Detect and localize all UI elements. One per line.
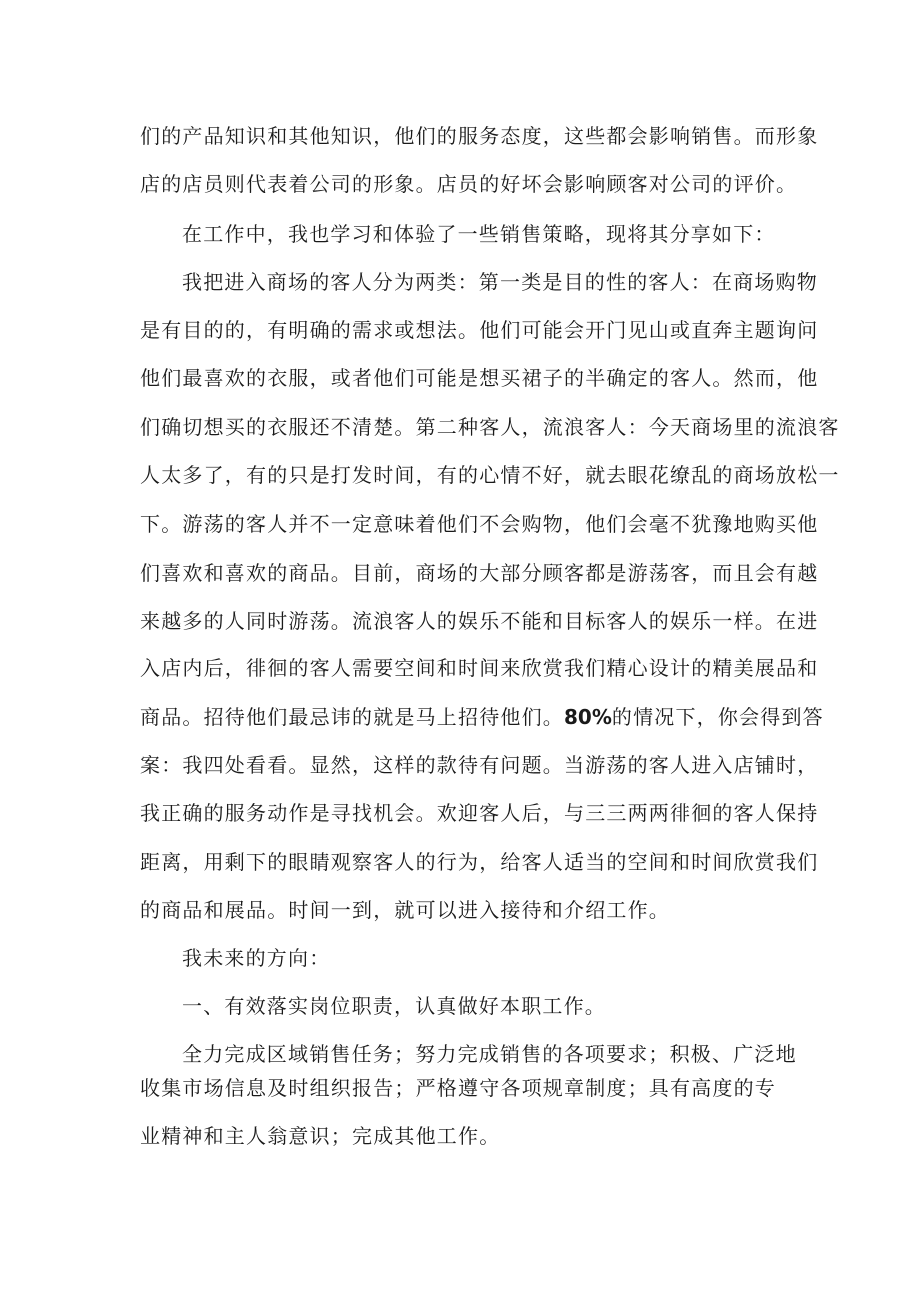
section-heading: 一、有效落实岗位职责，认真做好本职工作。	[182, 994, 606, 1018]
percent-value: 80%	[564, 705, 612, 729]
paragraph-line: 们喜欢和喜欢的商品。目前，商场的大部分顾客都是游荡客，而且会有越	[140, 561, 819, 585]
paragraph-line: 的商品和展品。时间一到，就可以进入接待和介绍工作。	[140, 898, 670, 922]
paragraph-line: 是有目的的，有明确的需求或想法。他们可能会开门见山或直奔主题询问	[140, 318, 819, 342]
paragraph-line: 入店内后，徘徊的客人需要空间和时间来欣赏我们精心设计的精美展品和	[140, 656, 819, 680]
paragraph-line: 我把进入商场的客人分为两类：第一类是目的性的客人：在商场购物	[182, 270, 818, 294]
paragraph-line: 们确切想买的衣服还不清楚。第二种客人，流浪客人：今天商场里的流浪客	[140, 415, 840, 439]
paragraph-line: 距离，用剩下的眼睛观察客人的行为，给客人适当的空间和时间欣赏我们	[140, 850, 819, 874]
paragraph-line: 我正确的服务动作是寻找机会。欢迎客人后，与三三两两徘徊的客人保持	[140, 801, 819, 825]
paragraph-line	[140, 705, 824, 729]
paragraph-line: 来越多的人同时游荡。流浪客人的娱乐不能和目标客人的娱乐一样。在进	[140, 609, 819, 633]
paragraph-line: 收集市场信息及时组织报告；严格遵守各项规章制度；具有高度的专	[140, 1076, 776, 1100]
paragraph-line: 店的店员则代表着公司的形象。店员的好坏会影响顾客对公司的评价。	[140, 172, 798, 196]
paragraph-line: 案：我四处看看。显然，这样的款待有问题。当游荡的客人进入店铺时，	[140, 753, 819, 777]
paragraph-text: 的情况下，你会得到答	[611, 705, 824, 729]
paragraph-line: 业精神和主人翁意识；完成其他工作。	[140, 1124, 501, 1148]
paragraph-line: 下。游荡的客人并不一定意味着他们不会购物，他们会毫不犹豫地购买他	[140, 512, 819, 536]
paragraph-line: 他们最喜欢的衣服，或者他们可能是想买裙子的半确定的客人。然而，他	[140, 366, 819, 390]
paragraph-line: 们的产品知识和其他知识，他们的服务态度，这些都会影响销售。而形象	[140, 124, 819, 148]
section-heading: 我未来的方向：	[182, 946, 331, 970]
paragraph-line: 全力完成区域销售任务；努力完成销售的各项要求；积极、广泛地	[182, 1042, 797, 1066]
paragraph-line: 在工作中，我也学习和体验了一些销售策略，现将其分享如下：	[182, 222, 776, 246]
paragraph-text: 商品。招待他们最忌讳的就是马上招待他们。	[140, 705, 564, 729]
paragraph-line: 人太多了，有的只是打发时间，有的心情不好，就去眼花缭乱的商场放松一	[140, 463, 840, 487]
